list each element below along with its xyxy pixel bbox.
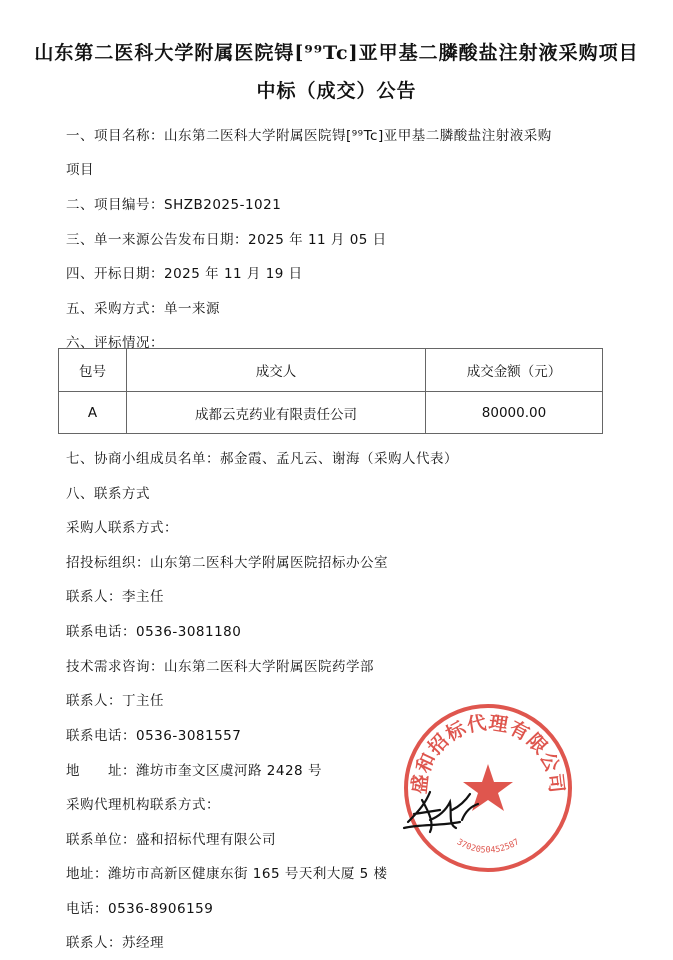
purchaser-address: 地 址：潍坊市奎文区虞河路 2428 号 [66, 763, 322, 779]
header-lot: 包号 [59, 349, 127, 392]
agency-address: 地址：潍坊市高新区健康东街 165 号天利大厦 5 楼 [66, 866, 388, 882]
open-date: 四、开标日期：2025 年 11 月 19 日 [66, 266, 303, 282]
header-amount: 成交金额（元） [426, 349, 603, 392]
contact-heading: 八、联系方式 [66, 486, 150, 502]
table-header-row [59, 349, 603, 392]
panel-members: 七、协商小组成员名单：郝金霞、孟凡云、谢海（采购人代表） [66, 451, 458, 467]
cell-amount: 80000.00 [426, 392, 603, 434]
contact-person-2: 联系人：丁主任 [66, 693, 164, 709]
title-line-2: 中标（成交）公告 [256, 80, 417, 102]
result-table [58, 348, 603, 434]
agency-heading: 采购代理机构联系方式： [66, 797, 220, 813]
procurement-method: 五、采购方式：单一来源 [66, 301, 220, 317]
signature-icon [400, 780, 490, 840]
contact-phone-2: 联系电话：0536-3081557 [66, 728, 242, 744]
cell-lot: A [59, 392, 127, 434]
header-winner: 成交人 [127, 349, 426, 392]
project-number: 二、项目编号：SHZB2025-1021 [66, 197, 282, 213]
tech-consult: 技术需求咨询：山东第二医科大学附属医院药学部 [66, 659, 374, 675]
agency-unit: 联系单位：盛和招标代理有限公司 [66, 832, 276, 848]
announce-date: 三、单一来源公告发布日期：2025 年 11 月 05 日 [66, 232, 387, 248]
agency-contact: 联系人：苏经理 [66, 935, 164, 951]
tender-org: 招投标组织：山东第二医科大学附属医院招标办公室 [66, 555, 388, 571]
title-line-1: 山东第二医科大学附属医院锝[⁹⁹Tc]亚甲基二膦酸盐注射液采购项目 [34, 42, 639, 64]
svg-text:3702050452587: 3702050452587 [454, 837, 522, 856]
contact-person-1: 联系人：李主任 [66, 589, 164, 605]
purchaser-heading: 采购人联系方式： [66, 520, 178, 536]
review-heading: 六、评标情况： [66, 335, 164, 351]
agency-phone: 电话：0536-8906159 [66, 901, 214, 917]
contact-phone-1: 联系电话：0536-3081180 [66, 624, 242, 640]
svg-text:盛和招标代理有限公司: 盛和招标代理有限公司 [408, 711, 568, 795]
project-name-line-1: 一、项目名称：山东第二医科大学附属医院锝[⁹⁹Tc]亚甲基二膦酸盐注射液采购 [66, 128, 552, 144]
project-name-line-2: 项目 [66, 162, 94, 178]
cell-winner: 成都云克药业有限责任公司 [127, 392, 426, 434]
table-row [59, 392, 603, 434]
